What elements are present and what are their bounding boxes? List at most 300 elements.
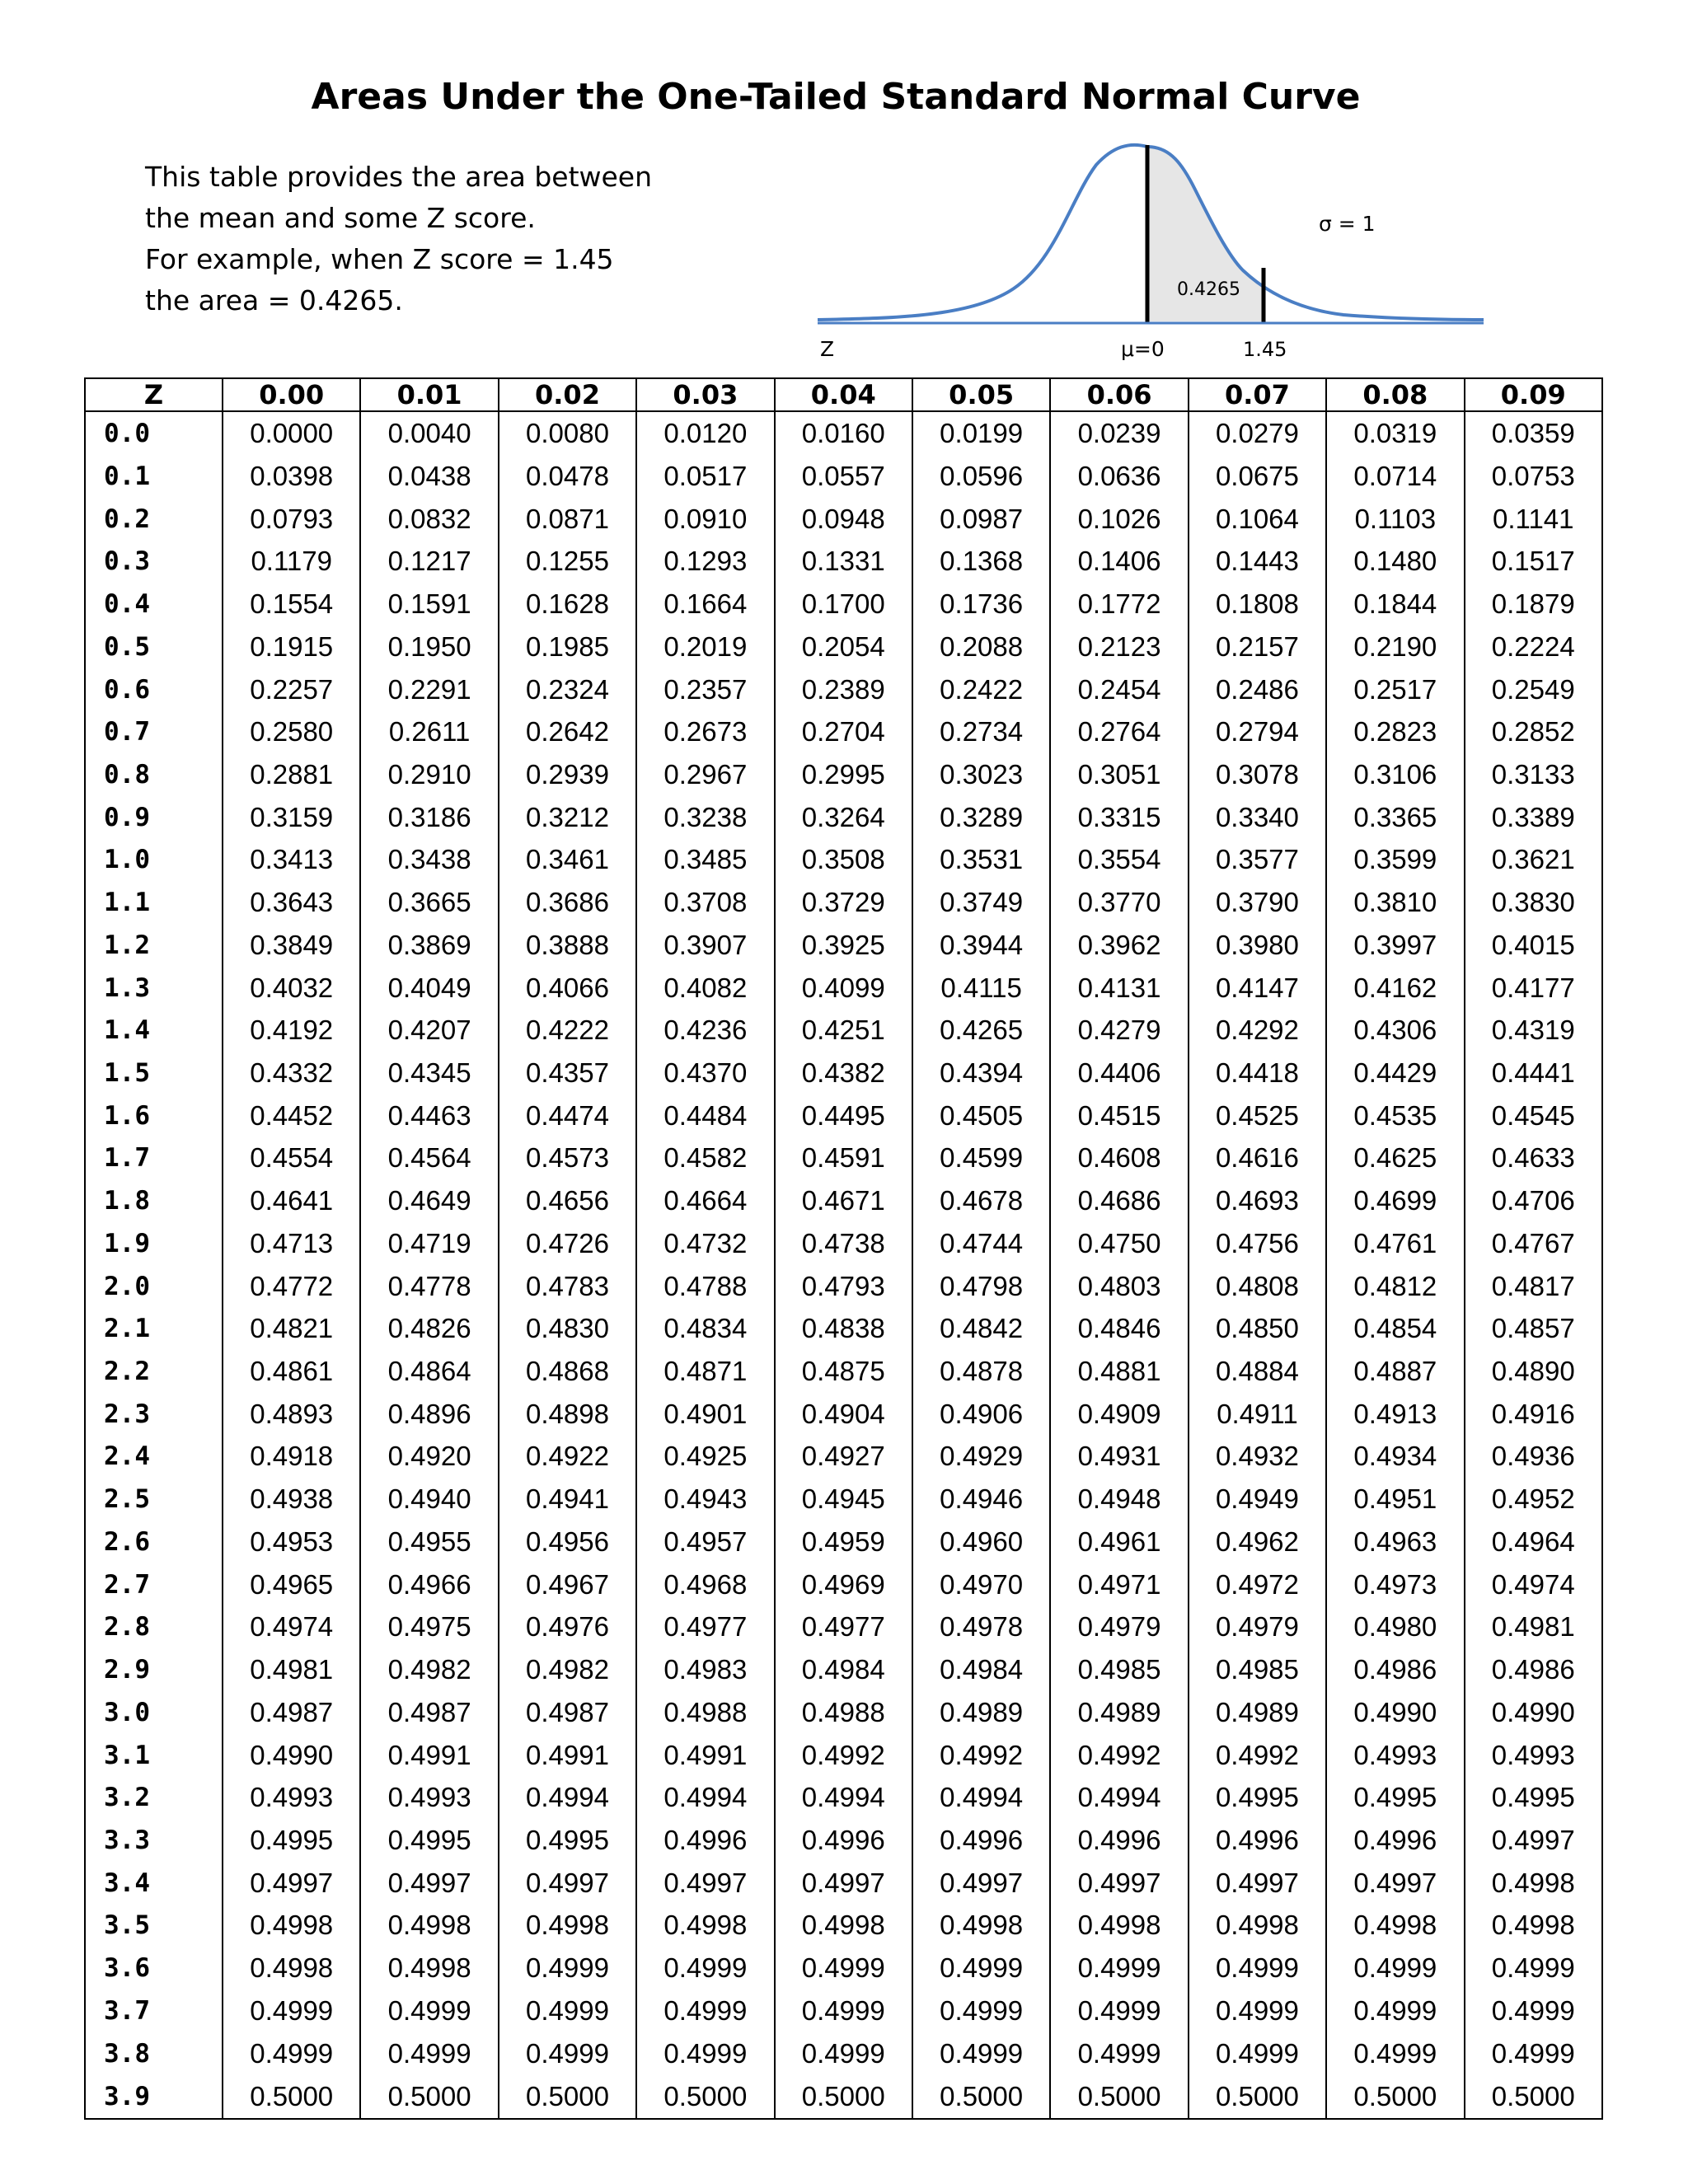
area-cell: 0.4864	[360, 1350, 498, 1393]
area-cell: 0.4783	[499, 1265, 636, 1308]
area-cell: 0.4429	[1326, 1052, 1464, 1094]
column-header: 0.06	[1050, 378, 1188, 411]
area-cell: 0.4992	[912, 1734, 1050, 1777]
area-cell: 0.4951	[1326, 1478, 1464, 1521]
area-cell: 0.3621	[1465, 839, 1602, 882]
area-cell: 0.4985	[1050, 1648, 1188, 1691]
area-cell: 0.4292	[1189, 1009, 1326, 1052]
area-cell: 0.0239	[1050, 411, 1188, 455]
area-cell: 0.4463	[360, 1094, 498, 1137]
area-cell: 0.4952	[1465, 1478, 1602, 1521]
area-cell: 0.4901	[636, 1393, 774, 1436]
area-cell: 0.4357	[499, 1052, 636, 1094]
area-cell: 0.4222	[499, 1009, 636, 1052]
area-cell: 0.4968	[636, 1563, 774, 1606]
area-cell: 0.4808	[1189, 1265, 1326, 1308]
area-cell: 0.4938	[223, 1478, 360, 1521]
column-header: 0.08	[1326, 378, 1464, 411]
table-row	[85, 583, 1602, 626]
area-cell: 0.1064	[1189, 498, 1326, 541]
area-cell: 0.4671	[775, 1179, 912, 1222]
sigma-label: σ = 1	[1319, 212, 1376, 236]
z-score-cell: 2.1	[85, 1307, 223, 1350]
z-score-cell: 3.3	[85, 1819, 223, 1862]
area-cell: 0.3790	[1189, 881, 1326, 924]
area-cell: 0.4989	[1189, 1691, 1326, 1734]
area-cell: 0.4999	[1050, 2032, 1188, 2075]
area-cell: 0.4893	[223, 1393, 360, 1436]
area-cell: 0.0714	[1326, 455, 1464, 498]
area-cell: 0.3665	[360, 881, 498, 924]
z-score-cell: 0.0	[85, 411, 223, 455]
area-cell: 0.4997	[1465, 1819, 1602, 1862]
area-cell: 0.4995	[360, 1819, 498, 1862]
area-cell: 0.2019	[636, 626, 774, 668]
area-cell: 0.4854	[1326, 1307, 1464, 1350]
table-row	[85, 1137, 1602, 1180]
area-cell: 0.4997	[1050, 1862, 1188, 1905]
area-cell: 0.4564	[360, 1137, 498, 1180]
table-row	[85, 839, 1602, 882]
area-cell: 0.4932	[1189, 1436, 1326, 1479]
area-cell: 0.5000	[912, 2074, 1050, 2119]
area-cell: 0.0398	[223, 455, 360, 498]
z-score-cell: 2.8	[85, 1605, 223, 1648]
area-cell: 0.4998	[1465, 1905, 1602, 1947]
area-cell: 0.5000	[775, 2074, 912, 2119]
area-cell: 0.3830	[1465, 881, 1602, 924]
area-cell: 0.4997	[1326, 1862, 1464, 1905]
area-cell: 0.2734	[912, 710, 1050, 753]
area-cell: 0.4990	[223, 1734, 360, 1777]
area-cell: 0.4719	[360, 1222, 498, 1265]
area-cell: 0.4996	[1326, 1819, 1464, 1862]
z-score-cell: 0.8	[85, 753, 223, 796]
z-score-cell: 2.7	[85, 1563, 223, 1606]
z-score-cell: 0.2	[85, 498, 223, 541]
area-cell: 0.4192	[223, 1009, 360, 1052]
area-cell: 0.4857	[1465, 1307, 1602, 1350]
area-cell: 0.3643	[223, 881, 360, 924]
table-row	[85, 1776, 1602, 1819]
area-cell: 0.4990	[1326, 1691, 1464, 1734]
area-cell: 0.4582	[636, 1137, 774, 1180]
area-cell: 0.4913	[1326, 1393, 1464, 1436]
area-cell: 0.4991	[499, 1734, 636, 1777]
area-cell: 0.4985	[1189, 1648, 1326, 1691]
area-cell: 0.2794	[1189, 710, 1326, 753]
area-cell: 0.4686	[1050, 1179, 1188, 1222]
area-cell: 0.4812	[1326, 1265, 1464, 1308]
z-score-cell: 2.9	[85, 1648, 223, 1691]
area-cell: 0.4974	[1465, 1563, 1602, 1606]
area-cell: 0.4961	[1050, 1521, 1188, 1563]
area-cell: 0.4821	[223, 1307, 360, 1350]
z-score-cell: 1.3	[85, 967, 223, 1010]
area-cell: 0.4994	[636, 1776, 774, 1819]
area-cell: 0.4998	[223, 1905, 360, 1947]
area-cell: 0.4922	[499, 1436, 636, 1479]
area-cell: 0.4989	[912, 1691, 1050, 1734]
area-cell: 0.0675	[1189, 455, 1326, 498]
area-cell: 0.2454	[1050, 668, 1188, 711]
area-cell: 0.4988	[775, 1691, 912, 1734]
area-cell: 0.4236	[636, 1009, 774, 1052]
area-cell: 0.4957	[636, 1521, 774, 1563]
area-cell: 0.4998	[1465, 1862, 1602, 1905]
area-cell: 0.3849	[223, 924, 360, 967]
area-cell: 0.4920	[360, 1436, 498, 1479]
area-cell: 0.3289	[912, 796, 1050, 839]
table-row	[85, 1862, 1602, 1905]
area-cell: 0.4981	[1465, 1605, 1602, 1648]
header-row	[85, 378, 1602, 411]
area-cell: 0.4997	[636, 1862, 774, 1905]
area-cell: 0.4906	[912, 1393, 1050, 1436]
table-row	[85, 1436, 1602, 1479]
area-cell: 0.3729	[775, 881, 912, 924]
area-cell: 0.4082	[636, 967, 774, 1010]
area-cell: 0.1879	[1465, 583, 1602, 626]
area-cell: 0.4967	[499, 1563, 636, 1606]
area-cell: 0.3944	[912, 924, 1050, 967]
area-cell: 0.4279	[1050, 1009, 1188, 1052]
area-cell: 0.4131	[1050, 967, 1188, 1010]
area-cell: 0.0000	[223, 411, 360, 455]
area-cell: 0.0279	[1189, 411, 1326, 455]
area-cell: 0.4960	[912, 1521, 1050, 1563]
area-cell: 0.0199	[912, 411, 1050, 455]
area-cell: 0.4984	[912, 1648, 1050, 1691]
area-cell: 0.4994	[1050, 1776, 1188, 1819]
area-cell: 0.4997	[1189, 1862, 1326, 1905]
area-cell: 0.4545	[1465, 1094, 1602, 1137]
area-cell: 0.4972	[1189, 1563, 1326, 1606]
area-cell: 0.4997	[775, 1862, 912, 1905]
area-cell: 0.4868	[499, 1350, 636, 1393]
area-cell: 0.4964	[1465, 1521, 1602, 1563]
area-cell: 0.0753	[1465, 455, 1602, 498]
area-cell: 0.0517	[636, 455, 774, 498]
area-cell: 0.3186	[360, 796, 498, 839]
area-cell: 0.1480	[1326, 541, 1464, 583]
table-row	[85, 881, 1602, 924]
area-cell: 0.4949	[1189, 1478, 1326, 1521]
area-cell: 0.2823	[1326, 710, 1464, 753]
area-cell: 0.4452	[223, 1094, 360, 1137]
area-cell: 0.4929	[912, 1436, 1050, 1479]
area-cell: 0.4744	[912, 1222, 1050, 1265]
area-cell: 0.2224	[1465, 626, 1602, 668]
area-cell: 0.0596	[912, 455, 1050, 498]
area-cell: 0.4798	[912, 1265, 1050, 1308]
area-cell: 0.5000	[1189, 2074, 1326, 2119]
area-cell: 0.4999	[499, 2032, 636, 2075]
area-cell: 0.4981	[223, 1648, 360, 1691]
area-cell: 0.4032	[223, 967, 360, 1010]
area-cell: 0.2995	[775, 753, 912, 796]
table-row	[85, 2032, 1602, 2075]
area-cell: 0.4973	[1326, 1563, 1464, 1606]
area-cell: 0.4599	[912, 1137, 1050, 1180]
z-table	[84, 377, 1603, 2120]
area-cell: 0.4982	[499, 1648, 636, 1691]
area-cell: 0.4207	[360, 1009, 498, 1052]
z-score-cell: 1.8	[85, 1179, 223, 1222]
area-cell: 0.0987	[912, 498, 1050, 541]
area-cell: 0.3749	[912, 881, 1050, 924]
area-cell: 0.2257	[223, 668, 360, 711]
area-cell: 0.4965	[223, 1563, 360, 1606]
area-cell: 0.2549	[1465, 668, 1602, 711]
area-cell: 0.4999	[499, 1947, 636, 1990]
area-cell: 0.0948	[775, 498, 912, 541]
area-cell: 0.2486	[1189, 668, 1326, 711]
z-score-cell: 0.3	[85, 541, 223, 583]
area-cell: 0.4995	[499, 1819, 636, 1862]
z-score-cell: 0.6	[85, 668, 223, 711]
area-cell: 0.4998	[912, 1905, 1050, 1947]
area-cell: 0.4608	[1050, 1137, 1188, 1180]
area-cell: 0.3770	[1050, 881, 1188, 924]
area-cell: 0.4147	[1189, 967, 1326, 1010]
area-cell: 0.4761	[1326, 1222, 1464, 1265]
column-header: 0.05	[912, 378, 1050, 411]
area-cell: 0.0040	[360, 411, 498, 455]
column-header: 0.04	[775, 378, 912, 411]
area-cell: 0.1844	[1326, 583, 1464, 626]
area-cell: 0.4941	[499, 1478, 636, 1521]
area-cell: 0.3686	[499, 881, 636, 924]
area-cell: 0.4996	[775, 1819, 912, 1862]
area-cell: 0.4962	[1189, 1521, 1326, 1563]
area-cell: 0.4966	[360, 1563, 498, 1606]
area-cell: 0.3133	[1465, 753, 1602, 796]
area-cell: 0.4066	[499, 967, 636, 1010]
area-cell: 0.4988	[636, 1691, 774, 1734]
area-cell: 0.4996	[636, 1819, 774, 1862]
area-cell: 0.2054	[775, 626, 912, 668]
table-row	[85, 1009, 1602, 1052]
area-cell: 0.4750	[1050, 1222, 1188, 1265]
area-cell: 0.4850	[1189, 1307, 1326, 1350]
area-cell: 0.4998	[1050, 1905, 1188, 1947]
area-cell: 0.4898	[499, 1393, 636, 1436]
area-cell: 0.3051	[1050, 753, 1188, 796]
z-score-cell: 1.7	[85, 1137, 223, 1180]
area-cell: 0.1103	[1326, 498, 1464, 541]
description-line: the area = 0.4265.	[145, 284, 403, 316]
table-row	[85, 1307, 1602, 1350]
area-cell: 0.4756	[1189, 1222, 1326, 1265]
mean-label: μ=0	[1121, 337, 1165, 361]
z-score-cell: 0.7	[85, 710, 223, 753]
area-cell: 0.4664	[636, 1179, 774, 1222]
area-cell: 0.4999	[1326, 1990, 1464, 2032]
area-cell: 0.1293	[636, 541, 774, 583]
area-cell: 0.4099	[775, 967, 912, 1010]
area-cell: 0.4997	[223, 1862, 360, 1905]
area-cell: 0.4251	[775, 1009, 912, 1052]
area-cell: 0.0636	[1050, 455, 1188, 498]
area-cell: 0.4940	[360, 1478, 498, 1521]
column-header: 0.02	[499, 378, 636, 411]
area-cell: 0.4999	[636, 1990, 774, 2032]
area-cell: 0.2190	[1326, 626, 1464, 668]
area-cell: 0.3023	[912, 753, 1050, 796]
area-cell: 0.4778	[360, 1265, 498, 1308]
area-cell: 0.5000	[1326, 2074, 1464, 2119]
description-line: the mean and some Z score.	[145, 202, 536, 234]
z-score-cell: 0.4	[85, 583, 223, 626]
area-cell: 0.4999	[1326, 1947, 1464, 1990]
area-cell: 0.4162	[1326, 967, 1464, 1010]
z-score-cell: 3.7	[85, 1990, 223, 2032]
area-cell: 0.4959	[775, 1521, 912, 1563]
z-value-label: 1.45	[1243, 338, 1287, 361]
area-cell: 0.3438	[360, 839, 498, 882]
area-cell: 0.4980	[1326, 1605, 1464, 1648]
area-cell: 0.4904	[775, 1393, 912, 1436]
table-row	[85, 668, 1602, 711]
area-cell: 0.4573	[499, 1137, 636, 1180]
area-cell: 0.4998	[499, 1905, 636, 1947]
area-cell: 0.4916	[1465, 1393, 1602, 1436]
table-row	[85, 1179, 1602, 1222]
area-cell: 0.4693	[1189, 1179, 1326, 1222]
area-cell: 0.0793	[223, 498, 360, 541]
area-cell: 0.4999	[912, 2032, 1050, 2075]
area-cell: 0.4999	[223, 2032, 360, 2075]
table-row	[85, 924, 1602, 967]
z-score-cell: 2.5	[85, 1478, 223, 1521]
area-cell: 0.1554	[223, 583, 360, 626]
area-cell: 0.4956	[499, 1521, 636, 1563]
page-title-text: Areas Under the One-Tailed Standard Normal Curve	[311, 76, 1361, 118]
z-score-cell: 2.3	[85, 1393, 223, 1436]
area-cell: 0.4925	[636, 1436, 774, 1479]
area-cell: 0.4525	[1189, 1094, 1326, 1137]
area-cell: 0.2357	[636, 668, 774, 711]
area-cell: 0.3531	[912, 839, 1050, 882]
area-cell: 0.3485	[636, 839, 774, 882]
area-cell: 0.4726	[499, 1222, 636, 1265]
area-cell: 0.4998	[223, 1947, 360, 1990]
z-score-cell: 3.2	[85, 1776, 223, 1819]
area-cell: 0.2939	[499, 753, 636, 796]
area-cell: 0.1915	[223, 626, 360, 668]
z-score-cell: 1.6	[85, 1094, 223, 1137]
area-cell: 0.4918	[223, 1436, 360, 1479]
table-row	[85, 1478, 1602, 1521]
area-cell: 0.3925	[775, 924, 912, 967]
area-cell: 0.3599	[1326, 839, 1464, 882]
area-cell: 0.4975	[360, 1605, 498, 1648]
area-cell: 0.4997	[360, 1862, 498, 1905]
z-score-cell: 1.1	[85, 881, 223, 924]
area-cell: 0.4441	[1465, 1052, 1602, 1094]
area-cell: 0.1591	[360, 583, 498, 626]
area-cell: 0.1331	[775, 541, 912, 583]
area-cell: 0.4616	[1189, 1137, 1326, 1180]
area-cell: 0.4999	[499, 1990, 636, 2032]
description	[145, 157, 722, 321]
area-cell: 0.4993	[1326, 1734, 1464, 1777]
area-cell: 0.4909	[1050, 1393, 1188, 1436]
area-cell: 0.5000	[636, 2074, 774, 2119]
area-cell: 0.4678	[912, 1179, 1050, 1222]
area-cell: 0.3389	[1465, 796, 1602, 839]
area-cell: 0.4987	[499, 1691, 636, 1734]
area-cell: 0.4994	[775, 1776, 912, 1819]
area-cell: 0.3264	[775, 796, 912, 839]
area-cell: 0.3238	[636, 796, 774, 839]
table-row	[85, 498, 1602, 541]
area-cell: 0.4936	[1465, 1436, 1602, 1479]
area-cell: 0.4649	[360, 1179, 498, 1222]
area-cell: 0.4633	[1465, 1137, 1602, 1180]
area-cell: 0.0557	[775, 455, 912, 498]
area-cell: 0.4987	[223, 1691, 360, 1734]
area-cell: 0.5000	[1050, 2074, 1188, 2119]
area-cell: 0.4999	[1326, 2032, 1464, 2075]
area-cell: 0.4953	[223, 1521, 360, 1563]
area-cell: 0.3869	[360, 924, 498, 967]
area-cell: 0.1179	[223, 541, 360, 583]
table-row	[85, 2074, 1602, 2119]
area-cell: 0.3212	[499, 796, 636, 839]
area-label: 0.4265	[1177, 279, 1240, 300]
area-cell: 0.4842	[912, 1307, 1050, 1350]
table-row	[85, 1052, 1602, 1094]
area-cell: 0.3413	[223, 839, 360, 882]
area-cell: 0.4997	[912, 1862, 1050, 1905]
area-cell: 0.4830	[499, 1307, 636, 1350]
z-score-cell: 3.6	[85, 1947, 223, 1990]
area-cell: 0.1443	[1189, 541, 1326, 583]
area-cell: 0.5000	[499, 2074, 636, 2119]
area-cell: 0.4995	[1326, 1776, 1464, 1819]
area-cell: 0.4970	[912, 1563, 1050, 1606]
table-row	[85, 1521, 1602, 1563]
area-cell: 0.4995	[1189, 1776, 1326, 1819]
area-cell: 0.4999	[1050, 1947, 1188, 1990]
area-cell: 0.3315	[1050, 796, 1188, 839]
area-cell: 0.4641	[223, 1179, 360, 1222]
table-row	[85, 967, 1602, 1010]
table-row	[85, 1947, 1602, 1990]
z-score-cell: 2.4	[85, 1436, 223, 1479]
area-cell: 0.4991	[636, 1734, 774, 1777]
area-cell: 0.4881	[1050, 1350, 1188, 1393]
area-cell: 0.4332	[223, 1052, 360, 1094]
area-cell: 0.3078	[1189, 753, 1326, 796]
table-row	[85, 710, 1602, 753]
table-row	[85, 1350, 1602, 1393]
area-cell: 0.4997	[499, 1862, 636, 1905]
z-score-cell: 0.5	[85, 626, 223, 668]
area-cell: 0.4977	[636, 1605, 774, 1648]
area-cell: 0.4738	[775, 1222, 912, 1265]
area-cell: 0.4983	[636, 1648, 774, 1691]
z-score-cell: 2.2	[85, 1350, 223, 1393]
area-cell: 0.2764	[1050, 710, 1188, 753]
area-cell: 0.2852	[1465, 710, 1602, 753]
area-cell: 0.4999	[1465, 1990, 1602, 2032]
area-cell: 0.4887	[1326, 1350, 1464, 1393]
area-cell: 0.3106	[1326, 753, 1464, 796]
area-cell: 0.4999	[912, 1947, 1050, 1990]
